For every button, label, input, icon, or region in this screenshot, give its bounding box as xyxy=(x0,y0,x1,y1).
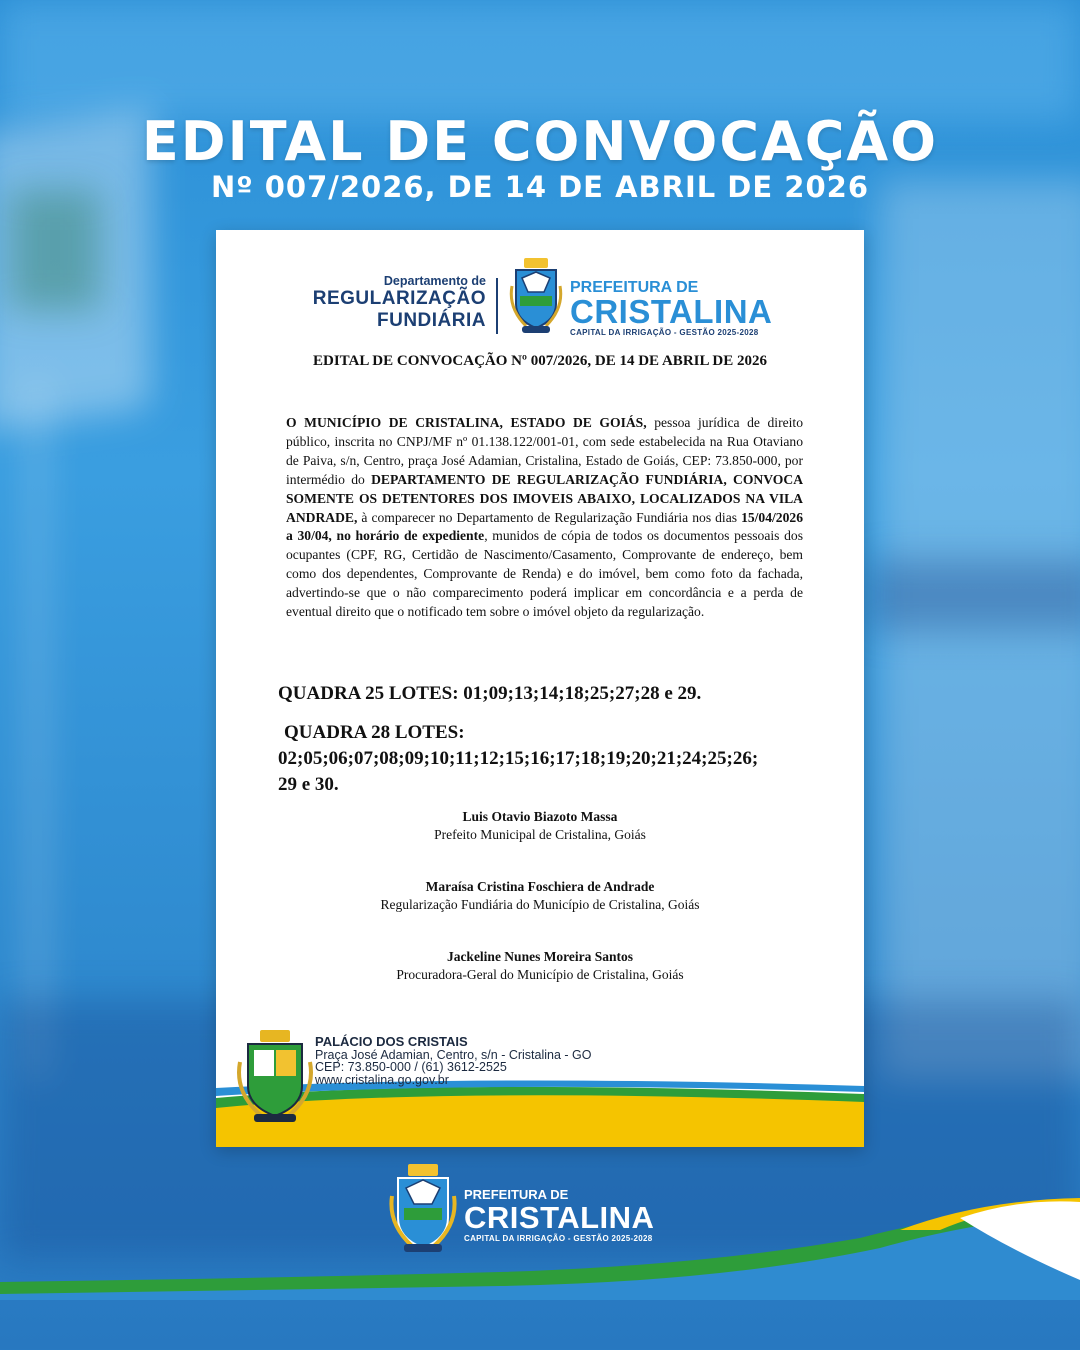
footer-website: www.cristalina.go.gov.br xyxy=(315,1072,449,1087)
background-building xyxy=(880,180,1080,1080)
footer-cep-phone: CEP: 73.850-000 / (61) 3612-2525 xyxy=(315,1060,507,1074)
footer-address: Praça José Adamian, Centro, s/n - Cristalina - GO xyxy=(315,1047,592,1062)
signature-block xyxy=(216,948,864,984)
footer-palace: PALÁCIO DOS CRISTAIS xyxy=(315,1034,468,1049)
header-divider xyxy=(496,278,498,334)
document-title: EDITAL DE CONVOCAÇÃO Nº 007/2026, DE 14 DE ABRIL DE 2026 xyxy=(312,353,767,369)
background-sky xyxy=(0,0,1080,120)
pref-small-label: PREFEITURA DE xyxy=(570,279,699,296)
bottom-prefeitura-logo xyxy=(388,1162,698,1254)
signature-name: Luis Otavio Biazoto Massa xyxy=(462,809,618,824)
dept-line2: FUNDIÁRIA xyxy=(377,310,486,331)
document-header xyxy=(216,256,864,336)
background-flag-detail xyxy=(10,190,100,310)
body-part-2: pessoa jurídica de direito público, inscrita no CNPJ/MF nº 01.138.122/001-01, com sede estabelecida na Rua Otaviano de Paiva, s/n, Centro, praça José Adamian, Cristalina, Estado de Goiás, CEP: 73.850-000, por intermédio do xyxy=(286,415,803,487)
quadra-28-label: QUADRA 28 LOTES: xyxy=(284,722,465,743)
department-logo-text xyxy=(286,274,486,332)
footer-crest-icon xyxy=(234,1028,316,1126)
signature-name: Jackeline Nunes Moreira Santos xyxy=(446,949,634,964)
prefeitura-logo-text xyxy=(570,280,772,338)
body-part-1: O MUNICÍPIO DE CRISTALINA, ESTADO DE GOIÁS, xyxy=(286,415,647,430)
signature-block xyxy=(216,808,864,844)
quadra-25-lots: QUADRA 25 LOTES: 01;09;13;14;18;25;27;28 e 29. xyxy=(278,683,702,704)
body-part-6: , munidos de cópia de todos os documentos pessoais dos ocupantes (CPF, RG, Certidão de Nascimento/Casamento, Comprovante de endereço, bem como dos dependentes, Comprovante de Renda) e do imóvel, bem como foto da fachada, advertindo-se que o não comparecimento poderá implicar em concordância e a perda de eventual direito que o notificado tem sobre o imóvel objeto da regularização. xyxy=(286,528,803,620)
bottom-pref-small: PREFEITURA DE xyxy=(464,1187,569,1202)
body-part-3: DEPARTAMENTO DE REGULARIZAÇÃO FUNDIÁRIA, CONVOCA SOMENTE OS DETENTORES DOS IMOVEIS ABAIXO, LOCALIZADOS NA VILA ANDRADE, xyxy=(286,471,804,525)
cristalina-crest-icon xyxy=(388,1162,458,1254)
headline: EDITAL DE CONVOCAÇÃO xyxy=(141,110,939,173)
signature-block xyxy=(216,878,864,914)
body-part-4: à comparecer no Departamento de Regularização Fundiária nos dias xyxy=(357,509,742,525)
pref-big-label: CRISTALINA xyxy=(570,293,773,330)
document-body xyxy=(286,414,803,622)
subheadline: Nº 007/2026, DE 14 DE ABRIL DE 2026 xyxy=(210,170,870,204)
quadra-28-end: 29 e 30. xyxy=(278,774,339,795)
signature-role: Prefeito Municipal de Cristalina, Goiás xyxy=(434,827,646,842)
signature-role: Regularização Fundiária do Município de Cristalina, Goiás xyxy=(380,897,700,912)
pref-tagline: CAPITAL DA IRRIGAÇÃO - GESTÃO 2025-2028 xyxy=(570,328,759,337)
background-flagpole xyxy=(30,380,44,1080)
document-card xyxy=(216,230,864,1147)
dept-line1: REGULARIZAÇÃO xyxy=(312,288,486,309)
signature-name: Maraísa Cristina Foschiera de Andrade xyxy=(425,879,655,894)
bottom-logo-text xyxy=(464,1188,654,1244)
document-footer-contact xyxy=(315,1036,592,1086)
background-building-band xyxy=(870,560,1080,630)
signature-role: Procuradora-Geral do Município de Cristalina, Goiás xyxy=(396,967,684,982)
bottom-pref-tagline: CAPITAL DA IRRIGAÇÃO - GESTÃO 2025-2028 xyxy=(464,1234,653,1243)
cristalina-crest-icon xyxy=(508,256,564,336)
bottom-pref-big: CRISTALINA xyxy=(464,1200,655,1235)
quadra-28-lots: 02;05;06;07;08;09;10;11;12;15;16;17;18;19;20;21;24;25;26; xyxy=(278,748,759,769)
body-part-5: 15/04/2026 a 30/04, no horário de expediente xyxy=(286,509,803,544)
quadra-28-block xyxy=(278,720,808,798)
dept-small-label: Departamento de xyxy=(383,274,486,288)
